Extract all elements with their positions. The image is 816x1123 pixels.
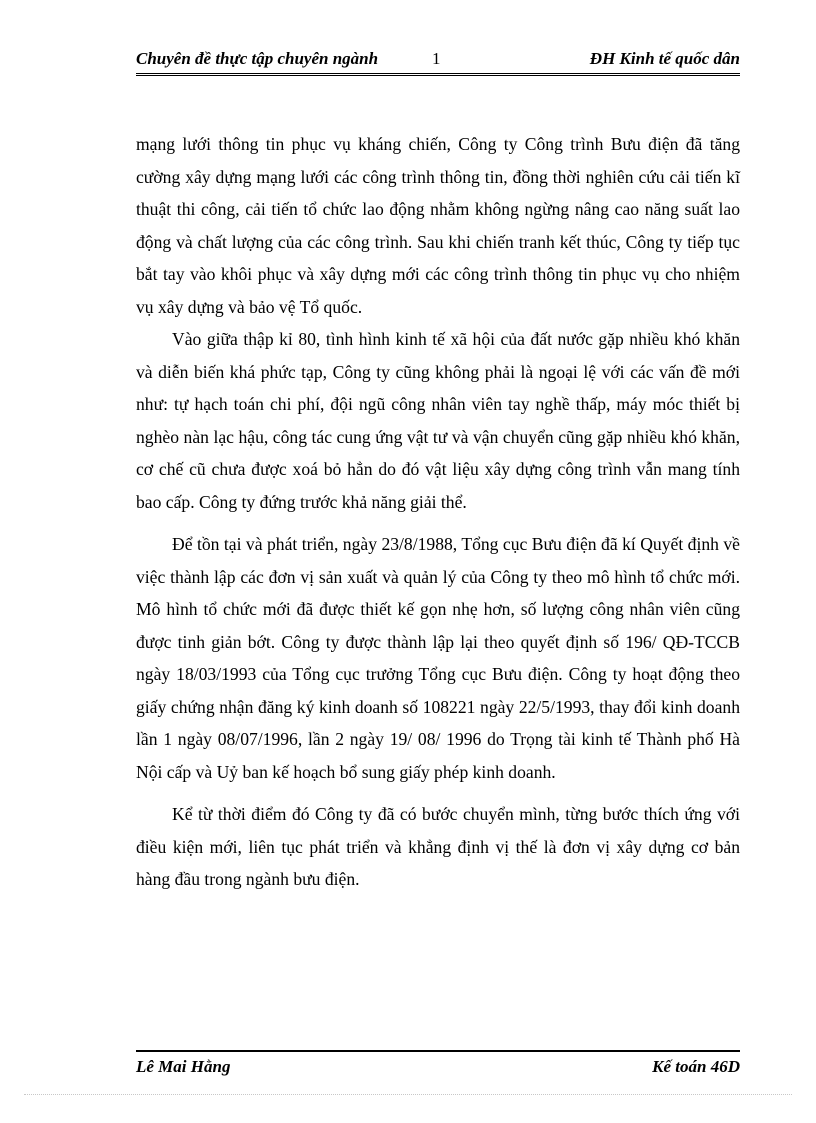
footer-rule — [136, 1050, 740, 1052]
paragraph-1: mạng lưới thông tin phục vụ kháng chiến, Công ty Công trình Bưu điện đã tăng cường xây dựng mạng lưới các công trình thông tin, đồng thời nghiên cứu cải tiến kĩ thuật thi công, cải tiến tổ chức lao động nhằm không ngừng nâng cao năng suất lao động và chất lượng của các công trình. Sau khi chiến tranh kết thúc, Công ty tiếp tục bắt tay vào khôi phục và xây dựng mới các công trình thông tin phục vụ cho nhiệm vụ xây dựng và bảo vệ Tổ quốc. — [136, 134, 740, 317]
header-rule — [136, 73, 740, 76]
document-body — [136, 128, 740, 896]
page-header — [136, 46, 740, 72]
paragraph-2: Vào giữa thập kỉ 80, tình hình kinh tế xã hội của đất nước gặp nhiều khó khăn và diễn biến khá phức tạp, Công ty cũng không phải là ngoại lệ với các vấn đề mới như: tự hạch toán chi phí, đội ngũ công nhân viên tay nghề thấp, máy móc thiết bị nghèo nàn lạc hậu, công tác cung ứng vật tư và vận chuyển cũng gặp nhiều khó khăn, cơ chế cũ chưa được xoá bỏ hẳn do đó vật liệu xây dựng công trình vẫn mang tính bao cấp. Công ty đứng trước khả năng giải thể. — [136, 329, 740, 512]
header-document-title: Chuyên đề thực tập chuyên ngành — [136, 49, 379, 68]
footer-class: Kế toán 46D — [652, 1057, 740, 1076]
header-page-number: 1 — [432, 49, 441, 68]
paragraph-3: Để tồn tại và phát triển, ngày 23/8/1988, Tổng cục Bưu điện đã kí Quyết định về việc thành lập các đơn vị sản xuất và quản lý của Công ty theo mô hình tổ chức mới. Mô hình tổ chức mới đã được thiết kế gọn nhẹ hơn, số lượng công nhân viên cũng được tinh giản bớt. Công ty được thành lập lại theo quyết định số 196/ QĐ-TCCB ngày 18/03/1993 của Tổng cục trưởng Tổng cục Bưu điện. Công ty hoạt động theo giấy chứng nhận đăng ký kinh doanh số 108221 ngày 22/5/1993, thay đổi kinh doanh lần 1 ngày 08/07/1996, lần 2 ngày 19/ 08/ 1996 do Trọng tài kinh tế Thành phố Hà Nội cấp và Uỷ ban kế hoạch bổ sung giấy phép kinh doanh. — [136, 534, 740, 782]
header-university: ĐH Kinh tế quốc dân — [589, 49, 740, 68]
paragraph-4: Kể từ thời điểm đó Công ty đã có bước chuyển mình, từng bước thích ứng với điều kiện mới, liên tục phát triển và khẳng định vị thế là đơn vị xây dựng cơ bản hàng đầu trong ngành bưu điện. — [136, 804, 740, 889]
footer-author: Lê Mai Hằng — [136, 1057, 231, 1076]
page-boundary — [24, 1094, 792, 1095]
page-footer — [136, 1054, 740, 1080]
